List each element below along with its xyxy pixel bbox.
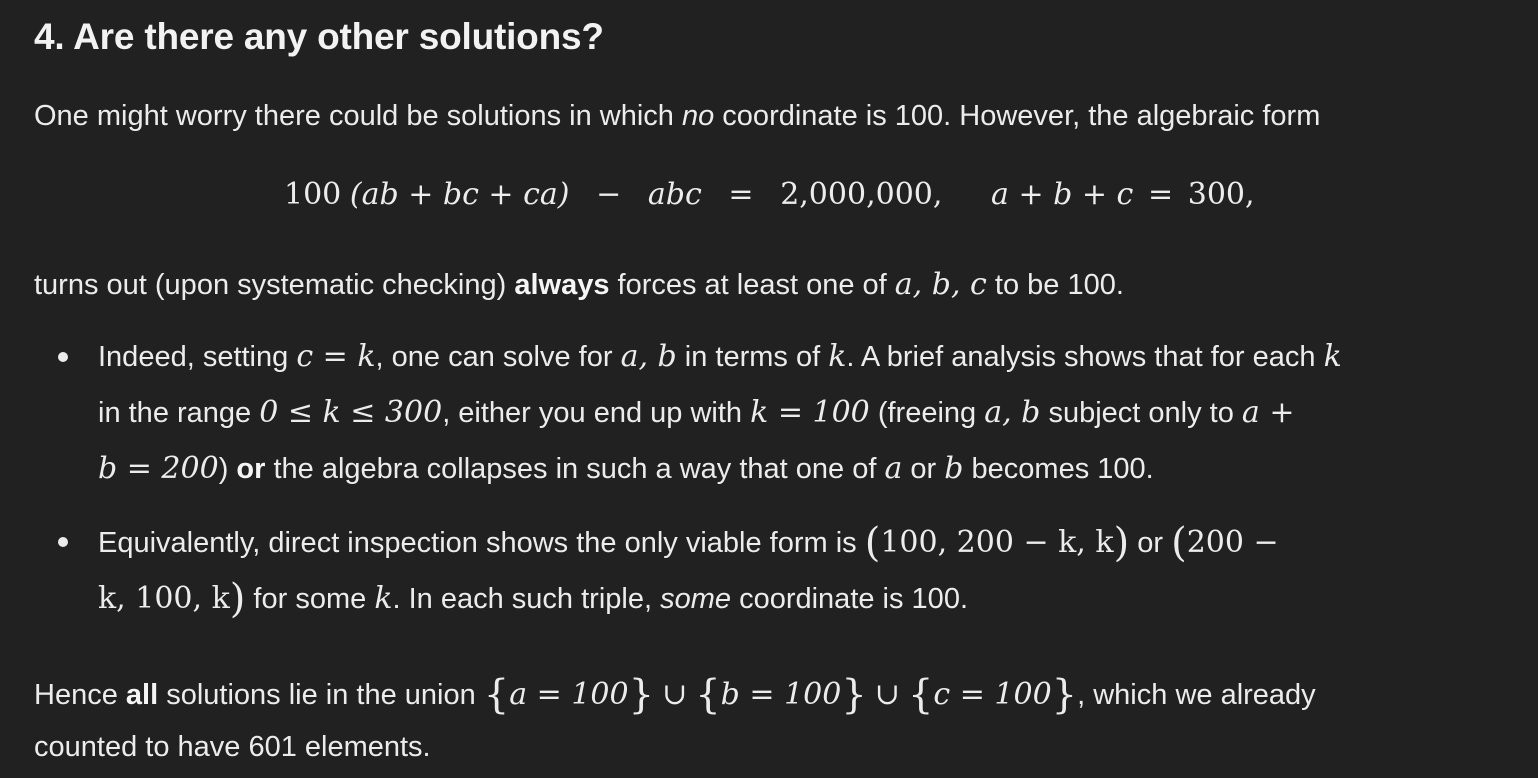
eq-rhs: 2,000,000, <box>780 177 943 212</box>
eq-sum-value: 300, <box>1187 177 1255 212</box>
set-b: b = 100 <box>720 677 842 712</box>
conclusion-text: Hence <box>34 679 126 711</box>
b1-text: , either you end up with <box>442 397 751 429</box>
after-bold: always <box>514 269 610 301</box>
b1-text: in the range <box>98 397 260 429</box>
set-a: a = 100 <box>509 677 629 712</box>
b1-math: a + <box>1241 395 1295 430</box>
after-text: turns out (upon systematic checking) <box>34 269 515 301</box>
bullet2-line1 <box>98 520 1279 566</box>
eq-parenthetical: (ab + bc + ca) <box>349 177 570 212</box>
after-text-3: to be 100. <box>986 269 1124 301</box>
b1-text: becomes 100. <box>963 453 1154 485</box>
bullet1-line2 <box>98 395 1294 430</box>
b1-math: a <box>884 451 903 486</box>
b1-text: , one can solve for <box>375 341 621 373</box>
b1-text: ) <box>218 453 237 485</box>
b1-math: k <box>828 339 847 374</box>
b1-math: 0 ≤ k ≤ 300 <box>259 395 443 430</box>
b1-text: (freeing <box>869 397 985 429</box>
b1-math: c = k <box>296 339 376 374</box>
paren-close: ) <box>229 576 246 622</box>
b2-math: 100, 200 − k, k <box>880 525 1114 560</box>
b2-text: or <box>1129 527 1172 559</box>
b1-math: k <box>1323 339 1342 374</box>
display-equation <box>284 176 1255 212</box>
b2-text: . In each such triple, <box>392 583 661 615</box>
intro-emphasis: no <box>681 100 715 132</box>
conclusion-text: , which we already <box>1077 679 1316 711</box>
b1-math: b <box>944 451 964 486</box>
b1-math: a, b <box>984 395 1041 430</box>
b1-math: a, b <box>620 339 677 374</box>
b1-text: or <box>902 453 945 485</box>
brace-close: } <box>841 672 867 718</box>
conclusion-text: solutions lie in the union <box>158 679 484 711</box>
bullet2-line2 <box>98 576 968 622</box>
brace-open: { <box>907 672 934 718</box>
intro-paragraph <box>34 88 1320 144</box>
b1-text: . A brief analysis shows that for each <box>846 341 1324 373</box>
b2-text: Equivalently, direct inspection shows the only viable form is <box>98 527 865 559</box>
b2-text: for some <box>245 583 375 615</box>
b1-text: subject only to <box>1040 397 1242 429</box>
eq-equals-2: = <box>1147 177 1174 212</box>
b2-math: k, 100, k <box>98 581 230 616</box>
bullet1-line1 <box>98 339 1342 374</box>
b2-math: 200 − <box>1186 525 1279 560</box>
b1-text: Indeed, setting <box>98 341 297 373</box>
eq-sum: a + b + c <box>991 177 1134 212</box>
conclusion-bold: all <box>125 679 159 711</box>
conclusion-line2: counted to have 601 elements. <box>34 731 431 763</box>
eq-equals: = <box>728 177 754 212</box>
b2-math: k <box>374 581 393 616</box>
b1-math: b = 200 <box>98 451 219 486</box>
b1-text: in terms of <box>676 341 829 373</box>
set-c: c = 100 <box>933 677 1052 712</box>
bullet-marker-2 <box>58 537 68 547</box>
eq-coefficient: 100 <box>284 177 342 212</box>
eq-abc: abc <box>647 177 702 212</box>
paren-open: ( <box>864 520 881 566</box>
eq-minus: − <box>596 177 622 212</box>
b1-text: the algebra collapses in such a way that one of <box>265 453 885 485</box>
union-symbol: ∪ <box>662 677 688 712</box>
bullet1-line3 <box>98 451 1154 486</box>
brace-close: } <box>1051 672 1078 718</box>
paren-open: ( <box>1171 520 1187 566</box>
bullet-marker-1 <box>58 352 68 362</box>
brace-open: { <box>695 672 721 718</box>
intro-text: One might worry there could be solutions in which <box>34 100 682 132</box>
b1-math: k = 100 <box>750 395 870 430</box>
brace-open: { <box>483 672 510 718</box>
conclusion-line1 <box>34 672 1316 718</box>
brace-close: } <box>628 672 655 718</box>
union-symbol: ∪ <box>874 677 900 712</box>
after-text-2: forces at least one of <box>609 269 895 301</box>
b2-text: coordinate is 100. <box>731 583 968 615</box>
section-heading: 4. Are there any other solutions? <box>34 16 604 57</box>
after-vars: a, b, c <box>894 267 987 302</box>
b2-emphasis: some <box>660 583 732 615</box>
b1-bold: or <box>236 453 266 485</box>
after-display-paragraph <box>34 257 1124 313</box>
intro-text-end: coordinate is 100. However, the algebraic form <box>714 100 1321 132</box>
paren-close: ) <box>1113 520 1130 566</box>
